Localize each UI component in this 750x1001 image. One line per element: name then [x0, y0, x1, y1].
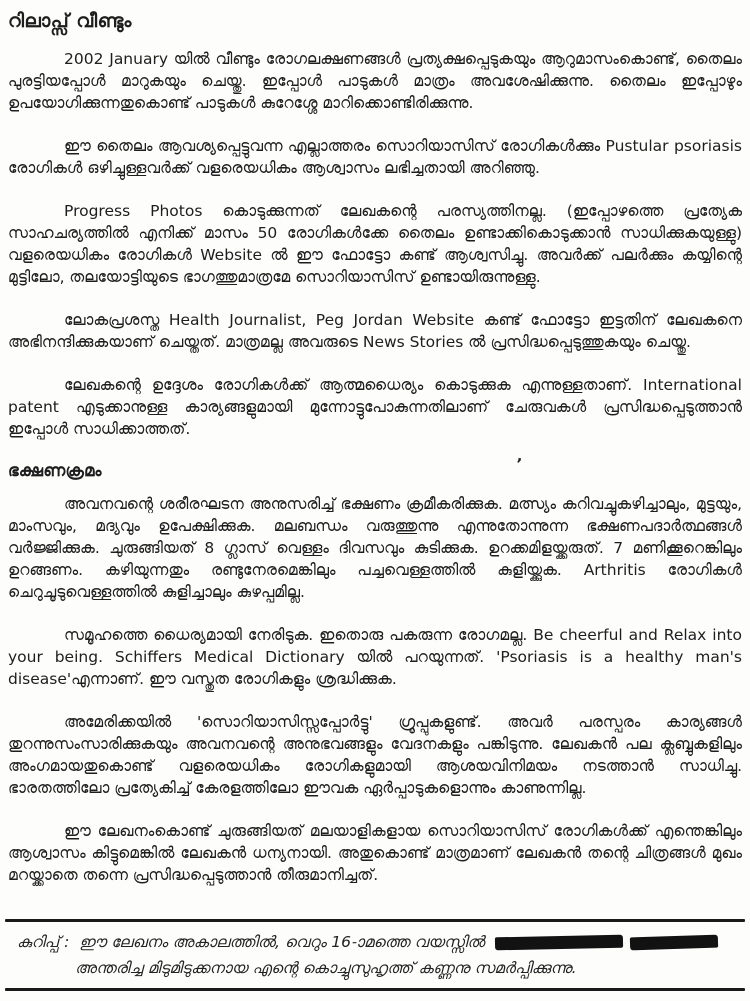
paragraph-diet-4: ഈ ലേഖനംകൊണ്ട് ചുരുങ്ങിയത് മലയാളികളായ സൊറിയാസിസ് രോഗികൾക്ക് എന്തെങ്കിലും ആശ്വാസം കിട്ടുമെങ്കിൽ ലേഖകൻ ധന്യനായി. അതുകൊണ്ട് മാത്രമാണ് ലേഖകൻ തന്റെ ചിത്രങ്ങൾ മുഖം മറയ്ക്കാതെ തന്നെ പ്രസിദ്ധപ്പെടുത്താൻ തീരുമാനിച്ചത്. — [8, 822, 742, 884]
paragraph-diet-1: അവനവന്റെ ശരീരഘടന അനുസരിച്ച് ഭക്ഷണം ക്രമീകരിക്കുക. മത്സ്യം കറിവച്ചുകഴിച്ചാലും, മുട്ടയും, മാംസവും, മദ്യവും ഉപേക്ഷിക്കുക. മലബന്ധം വരുത്തുന്നു എന്നുതോന്നുന്ന ഭക്ഷണപദാർത്ഥങ്ങൾ വർജ്ജിക്കുക. ചുരുങ്ങിയത് 8 ഗ്ലാസ് വെള്ളം ദിവസവും കുടിക്കുക. ഉറക്കമിളയ്ക്കരുത്. 7 മണിക്കൂറെങ്കിലും ഉറങ്ങണം. കഴിയുന്നതും രണ്ടുനേരമെങ്കിലും പച്ചവെള്ളത്തിൽ കുളിയ്ക്കുക. Arthritis രോഗികൾ ചെറുചൂടുവെള്ളത്തിൽ കുളിച്ചാലും കുഴപ്പമില്ല. — [8, 495, 742, 601]
paragraph-relapse-4: ലോകപ്രശസ്ത Health Journalist, Peg Jordan Website കണ്ട് ഫോട്ടോ ഇട്ടതിന് ലേഖകനെ അഭിനന്ദിക്കുകയാണ് ചെയ്തത്. മാത്രമല്ല അവരുടെ News Stories ൽ പ്രസിദ്ധപ്പെടുത്തുകയും ചെയ്തു. — [8, 311, 742, 351]
footnote-label: കുറിപ്പ് : — [17, 933, 70, 951]
footnote — [5, 922, 745, 988]
section-heading-diet: ഭക്ഷണക്രമം — [8, 461, 102, 480]
paragraph-relapse-5: ലേഖകന്റെ ഉദ്ദേശം രോഗികൾക്ക് ആത്മധൈര്യം കൊടുക്കുക എന്നുള്ളതാണ്. International patent എടുക്കാനുള്ള കാര്യങ്ങളുമായി മുന്നോട്ടുപോകുന്നതിലാണ് ചേരുവകൾ പ്രസിദ്ധപ്പെടുത്താൻ ഇപ്പോൾ സാധിക്കാത്തത്. — [8, 376, 742, 438]
footnote-text-1: ഈ ലേഖനം അകാലത്തിൽ, വെറും 16-ാമത്തെ വയസ്സിൽ — [79, 933, 485, 951]
redaction-bar-1 — [494, 935, 622, 951]
paragraph-diet-2: സമൂഹത്തെ ധൈര്യമായി നേരിടുക. ഇതൊരു പകരുന്ന രോഗമല്ല. Be cheerful and Relax into your being. Schiffers Medical Dictionary യിൽ പറയുന്നത്. 'Psoriasis is a healthy man's disease'എന്നാണ്. ഈ വസ്തുത രോഗികളും ശ്രദ്ധിക്കുക. — [8, 626, 742, 688]
redaction-bar-2 — [629, 935, 717, 951]
paragraph-relapse-3: Progress Photos കൊടുക്കുന്നത് ലേഖകന്റെ പരസ്യത്തിനല്ല. (ഇപ്പോഴത്തെ പ്രത്യേക സാഹചര്യത്തിൽ എനിക്ക് മാസം 50 രോഗികൾക്കേ തൈലം ഉണ്ടാക്കികൊടുക്കാൻ സാധിക്കുകയുള്ളു) വളരെയധികം രോഗികൾ Website ൽ ഈ ഫോട്ടോ കണ്ട് ആശ്വസിച്ചു. അവർക്ക് പലർക്കും കയ്യിന്റെ മുട്ടിലോ, തലയോട്ടിയുടെ ഭാഗത്തുമാത്രമേ സൊറിയാസിസ് ഉണ്ടായിരുന്നുള്ളു. — [8, 202, 742, 286]
footnote-text-2: അന്തരിച്ച മിടുമിടുക്കനായ എന്റെ കൊച്ചുസുഹൃത്ത് കണ്ണനു സമർപ്പിക്കുന്നു. — [75, 959, 577, 977]
footnote-block — [0, 919, 750, 991]
ink-mark: ʼ — [514, 454, 523, 474]
divider-bottom — [5, 988, 745, 991]
page-title: റിലാപ്സ് വീണ്ടും — [8, 10, 132, 32]
paragraph-relapse-1: 2002 January യിൽ വീണ്ടും രോഗലക്ഷണങ്ങൾ പ്രത്യക്ഷപ്പെടുകയും ആറുമാസംകൊണ്ട്, തൈലം പുരട്ടിയപ്പോൾ മാറുകയും ചെയ്തു. ഇപ്പോൾ പാടുകൾ മാത്രം അവശേഷിക്കുന്നു. തൈലം ഇപ്പോഴും ഉപയോഗിക്കുന്നതുകൊണ്ട് പാടുകൾ കുറേശ്ശേ മാറിക്കൊണ്ടിരിക്കുന്നു. — [8, 50, 742, 112]
footnote-line-1 — [17, 929, 745, 955]
paragraph-relapse-2: ഈ തൈലം ആവശ്യപ്പെട്ടുവന്ന എല്ലാത്തരം സൊറിയാസിസ് രോഗികൾക്കും Pustular psoriasis രോഗികൾ ഒഴിച്ചുള്ളവർക്ക് വളരെയധികം ആശ്വാസം ലഭിച്ചതായി അറിഞ്ഞു. — [8, 137, 742, 177]
paragraph-diet-3: അമേരിക്കയിൽ 'സൊറിയാസിസ്സപ്പോർട്ടു' ഗ്രൂപ്പുകളുണ്ട്. അവർ പരസ്പരം കാര്യങ്ങൾ തുറന്നുസംസാരിക്കുകയും അവനവന്റെ അനുഭവങ്ങളും വേദനകളും പങ്കിടുന്നു. ലേഖകൻ പല ക്ലബ്ബുകളിലും അംഗമായതുകൊണ്ട് വളരെയധികം രോഗികളുമായി ആശയവിനിമയം നടത്താൻ സാധിച്ചു. ഭാരതത്തിലോ പ്രത്യേകിച്ച് കേരളത്തിലോ ഈവക ഏർപ്പാടുകളൊന്നും കാണുന്നില്ല. — [8, 713, 742, 797]
